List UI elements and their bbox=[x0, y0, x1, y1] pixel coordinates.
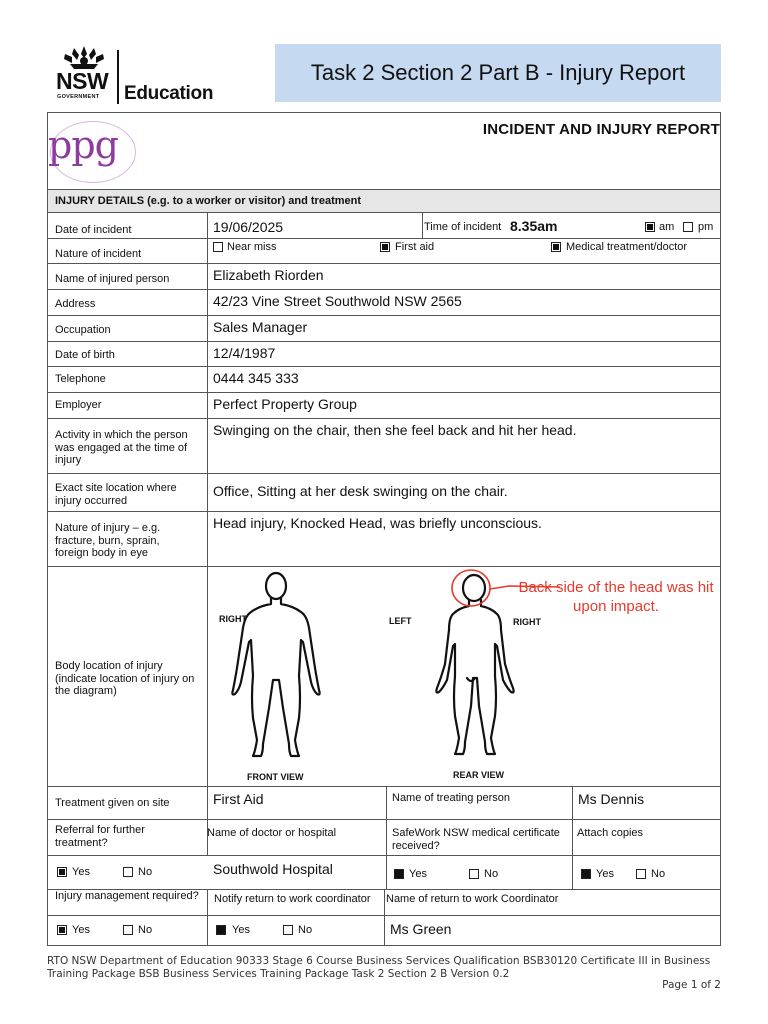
site-location-label: Exact site location where injury occurred bbox=[55, 482, 177, 507]
col-divider bbox=[207, 889, 208, 945]
injured-name-value[interactable]: Elizabeth Riorden bbox=[213, 267, 324, 283]
row-divider bbox=[48, 392, 720, 393]
col-divider bbox=[422, 213, 423, 239]
employer-value[interactable]: Perfect Property Group bbox=[213, 396, 357, 412]
safework-label: SafeWork NSW medical certificate received? bbox=[392, 827, 560, 852]
row-divider bbox=[48, 786, 720, 787]
site-location-value[interactable]: Office, Sitting at her desk swinging on the chair. bbox=[213, 483, 508, 499]
first-aid-label: First aid bbox=[395, 241, 435, 253]
safework-yes-label: Yes bbox=[409, 868, 427, 880]
notify-no-label: No bbox=[298, 924, 313, 936]
nature-of-injury-label: Nature of injury – e.g. fracture, burn, sprain, foreign body in eye bbox=[55, 522, 161, 559]
rear-view-label: REAR VIEW bbox=[453, 770, 505, 780]
row-divider bbox=[48, 418, 720, 419]
injury-mgmt-no-label: No bbox=[138, 924, 153, 936]
attach-yes-checkbox[interactable] bbox=[581, 869, 591, 879]
col-divider bbox=[207, 786, 208, 855]
address-value[interactable]: 42/23 Vine Street Southwold NSW 2565 bbox=[213, 293, 462, 309]
diagram-right-label-1: RIGHT bbox=[219, 614, 247, 624]
rear-body-figure bbox=[436, 575, 513, 754]
notify-no-checkbox[interactable] bbox=[283, 925, 293, 935]
attach-no-checkbox[interactable] bbox=[636, 869, 646, 879]
notify-yes-label: Yes bbox=[232, 924, 250, 936]
col-divider bbox=[384, 889, 385, 945]
am-checkbox[interactable] bbox=[645, 222, 655, 232]
date-of-incident-value[interactable]: 19/06/2025 bbox=[213, 219, 284, 235]
row-divider bbox=[48, 366, 720, 367]
footer-text: RTO NSW Department of Education 90333 Stage 6 Course Business Services Qualification BSB30120 Certificate III in Business Training Package BSB Business Services Training Package Task 2 Section 2 B Version 0.2 bbox=[47, 955, 711, 980]
logo-divider bbox=[117, 50, 119, 104]
page-title-box bbox=[275, 44, 721, 102]
referral-label: Referral for further treatment? bbox=[55, 824, 145, 849]
occupation-label: Occupation bbox=[55, 324, 111, 336]
waratah-icon bbox=[60, 44, 108, 70]
col-divider bbox=[207, 213, 208, 786]
incident-report-form bbox=[47, 112, 721, 946]
diagram-left-label: LEFT bbox=[389, 616, 412, 626]
row-divider bbox=[48, 473, 720, 474]
referral-yes-label: Yes bbox=[72, 866, 90, 878]
col-divider bbox=[572, 786, 573, 889]
logo-government-text: GOVERNMENT bbox=[57, 94, 100, 100]
row-divider bbox=[48, 511, 720, 512]
nsw-government-logo bbox=[54, 44, 112, 106]
treating-person-value[interactable]: Ms Dennis bbox=[578, 791, 645, 807]
safework-no-checkbox[interactable] bbox=[469, 869, 479, 879]
occupation-value[interactable]: Sales Manager bbox=[213, 319, 308, 335]
near-miss-checkbox[interactable] bbox=[213, 242, 223, 252]
injury-mgmt-yes-label: Yes bbox=[72, 924, 90, 936]
row-divider bbox=[48, 855, 720, 856]
pm-checkbox[interactable] bbox=[683, 222, 693, 232]
hospital-value[interactable]: Southwold Hospital bbox=[213, 861, 333, 877]
row-divider bbox=[48, 315, 720, 316]
nsw-education-logo bbox=[54, 44, 224, 106]
attach-yes-label: Yes bbox=[596, 868, 614, 880]
injury-annotation: Back side of the head was hit upon impact. bbox=[518, 579, 714, 615]
referral-no-checkbox[interactable] bbox=[123, 867, 133, 877]
ppg-logo: ppg bbox=[48, 123, 118, 167]
injury-mgmt-yes-checkbox[interactable] bbox=[57, 925, 67, 935]
front-view-label: FRONT VIEW bbox=[247, 772, 304, 782]
safework-no-label: No bbox=[484, 868, 499, 880]
row-divider bbox=[48, 289, 720, 290]
front-body-figure bbox=[232, 573, 319, 756]
row-divider bbox=[48, 819, 720, 820]
dob-value[interactable]: 12/4/1987 bbox=[213, 345, 276, 361]
section-header bbox=[48, 189, 720, 213]
logo-education-text: Education bbox=[124, 83, 214, 104]
near-miss-label: Near miss bbox=[227, 241, 277, 253]
treatment-value[interactable]: First Aid bbox=[213, 791, 264, 807]
telephone-value[interactable]: 0444 345 333 bbox=[213, 370, 299, 386]
diagram-right-label-2: RIGHT bbox=[513, 617, 541, 627]
address-label: Address bbox=[55, 298, 96, 310]
coordinator-name-label: Name of return to work Coordinator bbox=[386, 893, 559, 905]
notify-coordinator-label: Notify return to work coordinator bbox=[214, 893, 371, 905]
injury-management-label: Injury management required? bbox=[55, 890, 199, 902]
row-divider bbox=[48, 238, 720, 239]
page-number: Page 1 of 2 bbox=[662, 979, 721, 991]
row-divider bbox=[48, 263, 720, 264]
activity-value[interactable]: Swinging on the chair, then she feel back and hit her head. bbox=[213, 422, 577, 438]
activity-label: Activity in which the person was engaged at the time of injury bbox=[55, 429, 188, 466]
time-of-incident-value[interactable]: 8.35am bbox=[510, 218, 558, 234]
page-title: Task 2 Section 2 Part B - Injury Report bbox=[310, 60, 686, 85]
attach-copies-label: Attach copies bbox=[577, 827, 644, 839]
section-title: INJURY DETAILS (e.g. to a worker or visitor) and treatment bbox=[55, 195, 362, 207]
date-of-incident-label: Date of incident bbox=[55, 224, 132, 236]
notify-yes-checkbox[interactable] bbox=[216, 925, 226, 935]
treatment-label: Treatment given on site bbox=[55, 797, 170, 809]
treating-person-label: Name of treating person bbox=[392, 792, 511, 804]
referral-no-label: No bbox=[138, 866, 153, 878]
row-divider bbox=[48, 566, 720, 567]
medical-treatment-label: Medical treatment/doctor bbox=[566, 241, 688, 253]
am-label: am bbox=[659, 221, 675, 233]
body-location-label: Body location of injury (indicate location of injury on the diagram) bbox=[55, 660, 195, 697]
report-title: INCIDENT AND INJURY REPORT bbox=[482, 121, 720, 138]
doctor-hospital-label: Name of doctor or hospital bbox=[207, 827, 337, 839]
medical-treatment-checkbox[interactable] bbox=[551, 242, 561, 252]
dob-label: Date of birth bbox=[55, 349, 115, 361]
injury-mgmt-no-checkbox[interactable] bbox=[123, 925, 133, 935]
injured-name-label: Name of injured person bbox=[55, 273, 170, 285]
referral-yes-checkbox[interactable] bbox=[57, 867, 67, 877]
telephone-label: Telephone bbox=[55, 373, 106, 385]
attach-no-label: No bbox=[651, 868, 666, 880]
first-aid-checkbox[interactable] bbox=[380, 242, 390, 252]
time-of-incident-label: Time of incident bbox=[424, 221, 502, 233]
safework-yes-checkbox[interactable] bbox=[394, 869, 404, 879]
nature-of-incident-label: Nature of incident bbox=[55, 248, 142, 260]
row-divider bbox=[48, 341, 720, 342]
nature-of-injury-value[interactable]: Head injury, Knocked Head, was briefly unconscious. bbox=[213, 515, 542, 531]
pm-label: pm bbox=[698, 221, 714, 233]
col-divider bbox=[386, 786, 387, 889]
logo-nsw-text: NSW bbox=[56, 68, 109, 94]
employer-label: Employer bbox=[55, 399, 102, 411]
coordinator-name-value[interactable]: Ms Green bbox=[390, 921, 452, 937]
